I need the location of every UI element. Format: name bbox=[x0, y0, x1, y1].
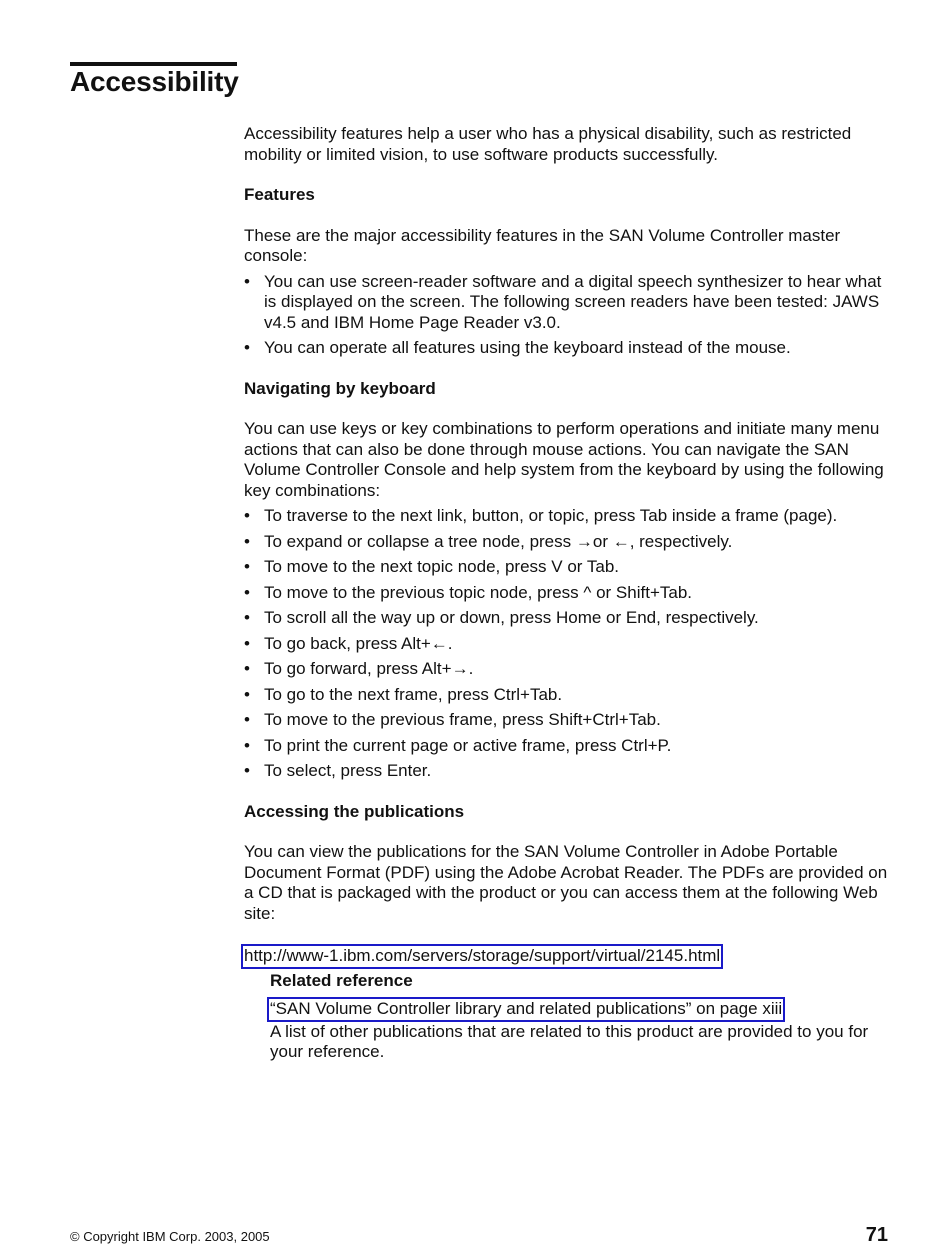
features-list bbox=[244, 272, 892, 359]
list-item: • To scroll all the way up or down, press Home or End, respectively. bbox=[244, 608, 892, 629]
list-item: • To move to the previous frame, press Shift+Ctrl+Tab. bbox=[244, 710, 892, 731]
related-library-link[interactable]: “SAN Volume Controller library and related publications” on page xiii bbox=[267, 997, 785, 1022]
publications-lead: You can view the publications for the SAN Volume Controller in Adobe Portable Document Format (PDF) using the Adobe Acrobat Reader. The PDFs are provided on a CD that is packaged with the product or you can access them at the following Web site: bbox=[244, 842, 888, 923]
navigating-lead: You can use keys or key combinations to perform operations and initiate many menu actions that can also be done through mouse actions. You can navigate the SAN Volume Controller Console and help system from the keyboard by using the following key combinations: bbox=[244, 419, 884, 500]
page-number: 71 bbox=[865, 1224, 888, 1246]
main-content bbox=[244, 124, 892, 1063]
list-item: • To select, press Enter. bbox=[244, 761, 892, 782]
publications-heading: Accessing the publications bbox=[244, 801, 465, 821]
copyright-notice: © Copyright IBM Corp. 2003, 2005 bbox=[70, 1229, 270, 1244]
features-lead: These are the major accessibility features in the SAN Volume Controller master console: bbox=[244, 225, 841, 265]
navigating-heading: Navigating by keyboard bbox=[244, 378, 436, 398]
list-item: • To move to the previous topic node, press ^ or Shift+Tab. bbox=[244, 583, 892, 604]
chapter-title: Accessibility bbox=[70, 66, 239, 97]
related-description: A list of other publications that are related to this product are provided to you for your reference. bbox=[270, 1021, 869, 1061]
features-heading: Features bbox=[244, 185, 315, 204]
related-heading: Related reference bbox=[270, 970, 413, 990]
keyboard-list bbox=[244, 506, 892, 782]
intro-paragraph: Accessibility features help a user who has a physical disability, such as restricted mobility or limited vision, to use software products successfully. bbox=[244, 124, 852, 164]
list-item: • To traverse to the next link, button, or topic, press Tab inside a frame (page). bbox=[244, 506, 892, 527]
publications-url-link[interactable]: http://www-1.ibm.com/servers/storage/support/virtual/2145.html bbox=[241, 944, 723, 969]
list-item: • To print the current page or active frame, press Ctrl+P. bbox=[244, 736, 892, 757]
list-item: • To move to the next topic node, press V or Tab. bbox=[244, 557, 892, 578]
list-item: • You can operate all features using the keyboard instead of the mouse. bbox=[244, 338, 892, 359]
list-item: • To go to the next frame, press Ctrl+Tab. bbox=[244, 685, 892, 706]
related-reference bbox=[270, 971, 892, 1063]
list-item: • You can use screen-reader software and a digital speech synthesizer to hear what is displayed on the screen. The following screen readers have been tested: JAWS v4.5 and IBM Home Page Reader v3.0. bbox=[244, 272, 892, 334]
list-item: • To go forward, press Alt+→. bbox=[244, 659, 892, 680]
list-item: • To expand or collapse a tree node, press →or ←, respectively. bbox=[244, 532, 892, 553]
list-item: • To go back, press Alt+←. bbox=[244, 634, 892, 655]
